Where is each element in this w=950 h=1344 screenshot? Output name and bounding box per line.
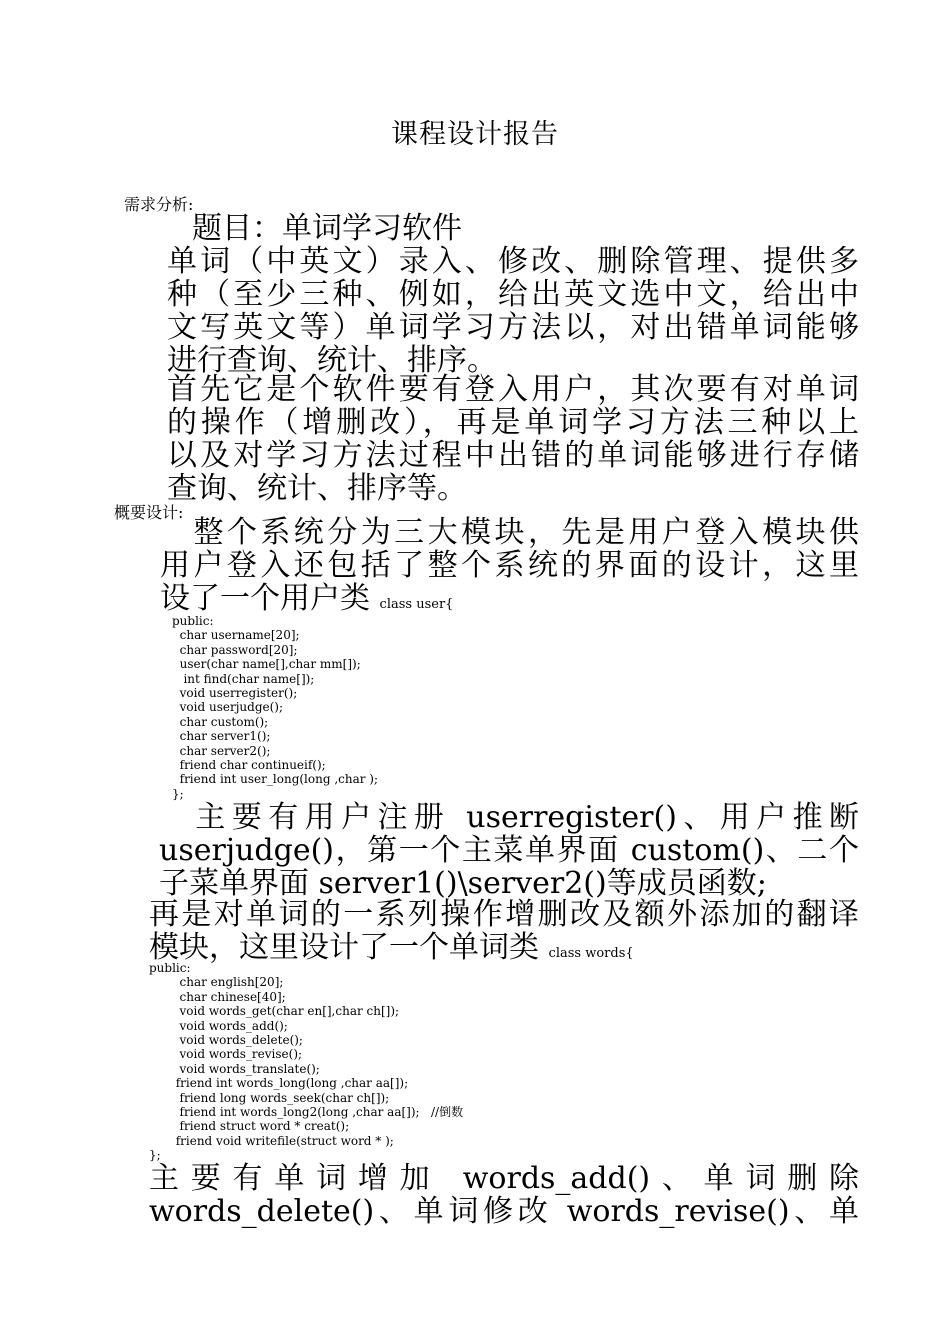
- requirements-paragraph-2: [167, 373, 859, 505]
- text-line: 种（至少三种、例如，给出英文选中文，给出中: [167, 277, 859, 312]
- code-line: friend void writefile(struct word * );: [149, 1133, 394, 1148]
- code-line: void words_revise();: [149, 1047, 303, 1062]
- code-line: friend int user_long(long ,char );: [172, 772, 379, 787]
- code-line: friend long words_seek(char ch[]);: [149, 1090, 390, 1105]
- user-class-code-block: [172, 614, 378, 801]
- section-label-requirements: 需求分析:: [124, 195, 194, 214]
- text-line: 文写英文等）单词学习方法以，对出错单词能够: [167, 310, 859, 345]
- text-line: userjudge()，第一个主菜单界面 custom()、二个: [159, 833, 859, 868]
- code-line: user(char name[],char mm[]);: [172, 657, 361, 672]
- requirements-paragraph-1: [167, 245, 859, 377]
- code-line: };: [172, 786, 184, 801]
- code-line: char password[20];: [172, 642, 298, 657]
- user-class-head: class user{: [379, 597, 454, 612]
- text-line: 子菜单界面 server1()\server2()等成员函数;: [159, 866, 767, 901]
- design-paragraph-4: [149, 1162, 859, 1228]
- text-line: words_delete()、单词修改 words_revise()、单: [149, 1194, 859, 1229]
- code-line: int find(char name[]);: [172, 671, 315, 686]
- text-line: 再是对单词的一系列操作增删改及额外添加的翻译: [149, 897, 859, 932]
- code-line: public:: [172, 614, 214, 628]
- text-line: 进行查询、统计、排序。: [167, 343, 497, 378]
- text-line: 查询、统计、排序等。: [167, 471, 467, 506]
- code-line: };: [149, 1148, 161, 1163]
- code-line: void words_translate();: [149, 1061, 320, 1076]
- code-line: void userjudge();: [172, 700, 284, 715]
- text-line: 整个系统分为三大模块，先是用户登入模块供: [160, 515, 859, 550]
- text-line: 首先它是个软件要有登入用户，其次要有对单词: [167, 372, 859, 407]
- design-paragraph-2: [159, 801, 859, 900]
- code-line: char username[20];: [172, 628, 300, 643]
- code-line: char server1();: [172, 729, 271, 744]
- page-title: 课程设计报告: [391, 119, 559, 150]
- design-paragraph-1: [160, 516, 859, 621]
- section-label-design: 概要设计:: [114, 503, 184, 522]
- text-line-part: 设了一个用户类: [160, 581, 370, 616]
- code-line: char chinese[40];: [149, 989, 286, 1004]
- code-line: void userregister();: [172, 686, 298, 701]
- code-line: void words_add();: [149, 1018, 288, 1033]
- code-line: char english[20];: [149, 975, 284, 990]
- code-line: public:: [149, 961, 191, 975]
- subject-line: 题目：单词学习软件: [192, 211, 462, 246]
- text-line: 主要有单词增加 words_add()、单词删除: [149, 1161, 859, 1196]
- code-line: void words_get(char en[],char ch[]);: [149, 1004, 400, 1019]
- text-line: 单词（中英文）录入、修改、删除管理、提供多: [167, 244, 859, 279]
- words-class-code-block: [149, 961, 463, 1163]
- code-line: friend char continueif();: [172, 758, 326, 773]
- text-line: 用户登入还包括了整个系统的界面的设计，这里: [160, 548, 859, 583]
- code-line: char server2();: [172, 743, 271, 758]
- text-line: 以及对学习方法过程中出错的单词能够进行存储: [167, 438, 859, 473]
- code-line: friend struct word * creat();: [149, 1119, 350, 1134]
- code-line: friend int words_long(long ,char aa[]);: [149, 1076, 409, 1091]
- code-line: char custom();: [172, 714, 269, 729]
- words-class-head: class words{: [548, 946, 634, 961]
- text-line: 的操作（增删改），再是单词学习方法三种以上: [167, 405, 859, 440]
- text-line: 主要有用户注册 userregister()、用户推断: [159, 800, 859, 835]
- design-paragraph-3: [149, 898, 859, 970]
- text-line-part: 模块，这里设计了一个单词类: [149, 930, 539, 965]
- code-line: friend int words_long2(long ,char aa[]); //倒数: [149, 1105, 464, 1120]
- code-line: void words_delete();: [149, 1033, 303, 1048]
